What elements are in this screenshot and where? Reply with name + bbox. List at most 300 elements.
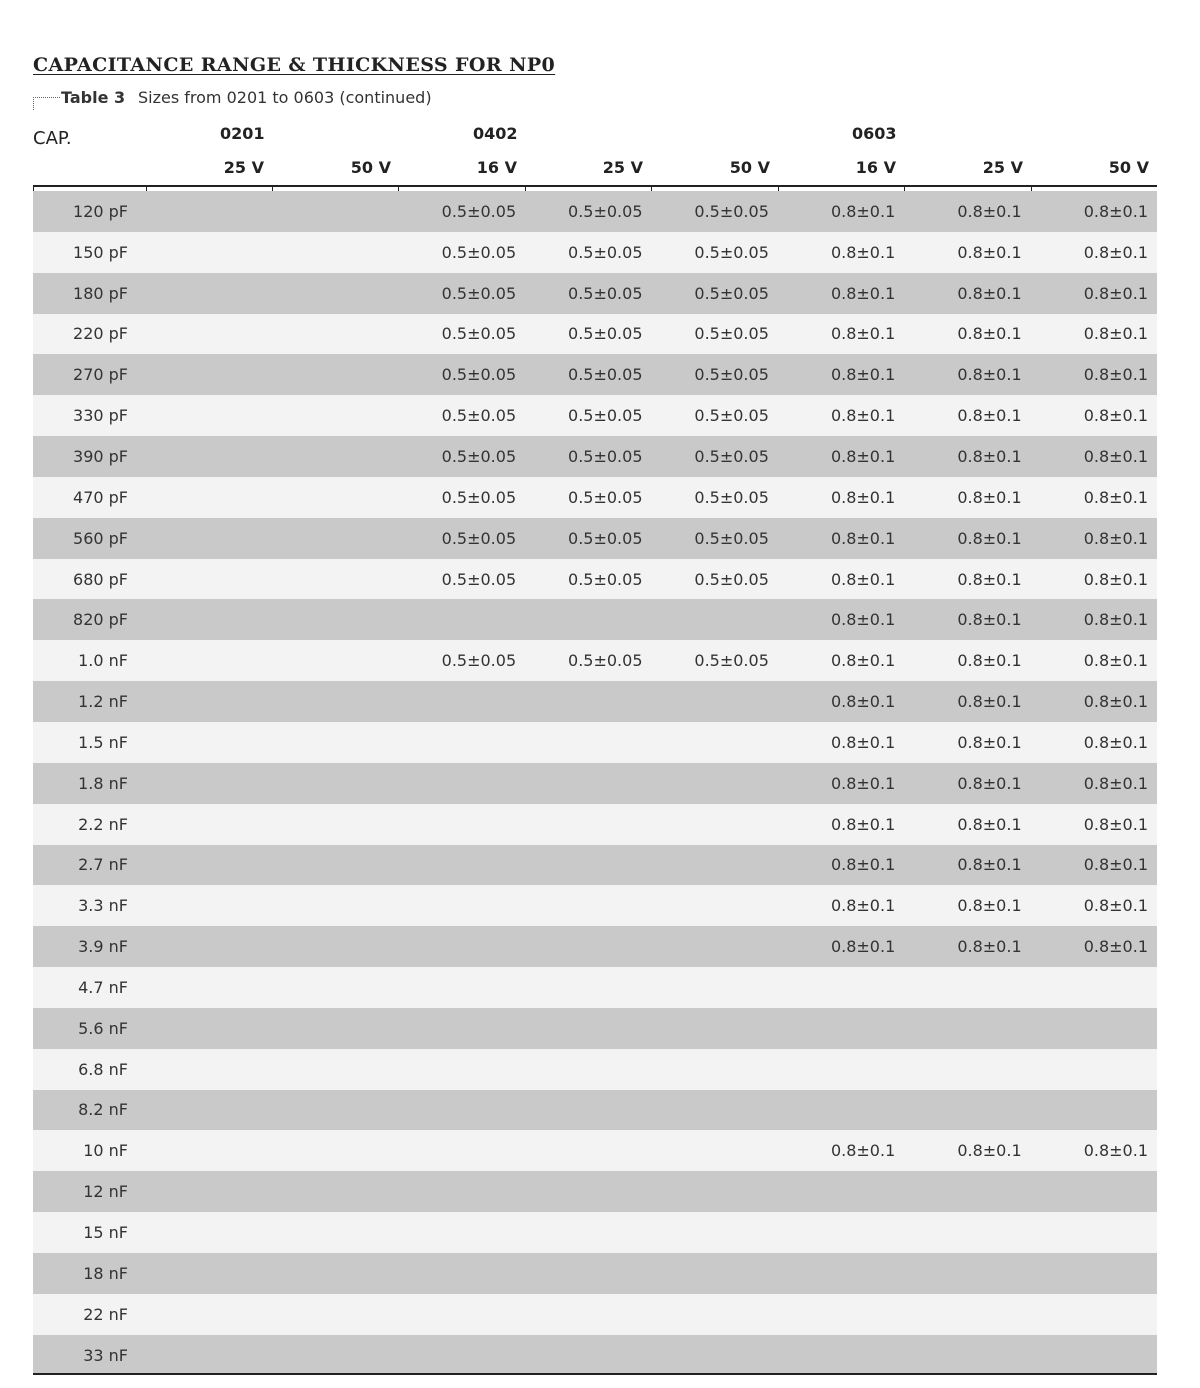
thickness-cell: 0.8±0.1 (904, 640, 1030, 681)
thickness-cell (652, 1090, 778, 1131)
thickness-cell: 0.8±0.1 (1031, 477, 1157, 518)
thickness-cell (146, 640, 272, 681)
thickness-cell (146, 273, 272, 314)
thickness-cell (525, 722, 651, 763)
thickness-cell: 0.5±0.05 (399, 232, 525, 273)
cap-cell: 1.5 nF (33, 722, 146, 763)
thickness-cell: 0.8±0.1 (904, 763, 1030, 804)
thickness-cell: 0.8±0.1 (904, 1130, 1030, 1171)
thickness-cell: 0.8±0.1 (778, 763, 904, 804)
thickness-cell: 0.8±0.1 (778, 232, 904, 273)
table-row (33, 518, 1157, 559)
thickness-cell (1031, 1090, 1157, 1131)
thickness-cell (1031, 1049, 1157, 1090)
thickness-cell (146, 518, 272, 559)
thickness-cell (778, 1212, 904, 1253)
thickness-cell (146, 1049, 272, 1090)
thickness-cell (652, 804, 778, 845)
thickness-cell (904, 1171, 1030, 1212)
voltage-header: 50 V (1108, 158, 1149, 177)
thickness-cell (904, 1294, 1030, 1335)
bottom-rule (33, 1373, 1157, 1375)
table-row (33, 395, 1157, 436)
thickness-cell: 0.5±0.05 (652, 436, 778, 477)
table-row (33, 273, 1157, 314)
thickness-cell (525, 1294, 651, 1335)
thickness-cell: 0.8±0.1 (778, 273, 904, 314)
thickness-cell: 0.8±0.1 (778, 681, 904, 722)
thickness-cell: 0.8±0.1 (1031, 640, 1157, 681)
thickness-cell: 0.8±0.1 (778, 559, 904, 600)
thickness-cell (146, 1212, 272, 1253)
thickness-cell: 0.8±0.1 (904, 518, 1030, 559)
thickness-cell (272, 559, 398, 600)
size-header-0201: 0201 (220, 124, 265, 143)
thickness-cell (146, 599, 272, 640)
thickness-cell (652, 845, 778, 886)
cap-cell: 22 nF (33, 1294, 146, 1335)
thickness-cell (1031, 967, 1157, 1008)
thickness-cell: 0.8±0.1 (778, 722, 904, 763)
thickness-cell (146, 559, 272, 600)
thickness-cell (146, 722, 272, 763)
thickness-cell (778, 1294, 904, 1335)
thickness-cell (399, 1049, 525, 1090)
thickness-cell: 0.8±0.1 (904, 354, 1030, 395)
cap-column-header: CAP. (33, 128, 72, 149)
thickness-cell (652, 885, 778, 926)
thickness-cell (146, 395, 272, 436)
thickness-cell (146, 1253, 272, 1294)
thickness-cell: 0.8±0.1 (1031, 314, 1157, 355)
thickness-cell: 0.5±0.05 (399, 477, 525, 518)
thickness-cell: 0.5±0.05 (652, 518, 778, 559)
thickness-cell: 0.8±0.1 (778, 926, 904, 967)
thickness-cell: 0.8±0.1 (1031, 191, 1157, 232)
table-row (33, 559, 1157, 600)
thickness-cell: 0.8±0.1 (1031, 681, 1157, 722)
thickness-cell: 0.8±0.1 (778, 354, 904, 395)
thickness-cell: 0.8±0.1 (904, 232, 1030, 273)
thickness-cell: 0.8±0.1 (904, 191, 1030, 232)
thickness-cell: 0.8±0.1 (904, 599, 1030, 640)
thickness-cell: 0.5±0.05 (652, 640, 778, 681)
thickness-cell (525, 1212, 651, 1253)
thickness-cell: 0.8±0.1 (1031, 722, 1157, 763)
table-row (33, 1130, 1157, 1171)
thickness-cell (272, 804, 398, 845)
thickness-cell (272, 477, 398, 518)
thickness-cell: 0.8±0.1 (1031, 804, 1157, 845)
thickness-cell (146, 1130, 272, 1171)
thickness-cell (399, 1253, 525, 1294)
thickness-cell (272, 1294, 398, 1335)
cap-cell: 6.8 nF (33, 1049, 146, 1090)
thickness-cell (1031, 1171, 1157, 1212)
cap-cell: 270 pF (33, 354, 146, 395)
thickness-cell (399, 885, 525, 926)
table-label: Table 3 (61, 88, 126, 107)
thickness-cell (146, 804, 272, 845)
thickness-cell: 0.8±0.1 (1031, 1130, 1157, 1171)
thickness-cell: 0.5±0.05 (525, 477, 651, 518)
table-row (33, 1049, 1157, 1090)
thickness-cell: 0.5±0.05 (399, 354, 525, 395)
thickness-cell (272, 191, 398, 232)
thickness-cell (525, 1335, 651, 1376)
thickness-cell: 0.5±0.05 (399, 559, 525, 600)
thickness-cell: 0.8±0.1 (904, 926, 1030, 967)
thickness-cell: 0.5±0.05 (652, 559, 778, 600)
table-row (33, 640, 1157, 681)
table-row (33, 1171, 1157, 1212)
thickness-cell: 0.8±0.1 (1031, 273, 1157, 314)
voltage-header: 25 V (223, 158, 264, 177)
thickness-cell (146, 885, 272, 926)
table-row (33, 926, 1157, 967)
thickness-cell: 0.5±0.05 (652, 232, 778, 273)
thickness-cell: 0.8±0.1 (904, 314, 1030, 355)
thickness-cell: 0.5±0.05 (525, 640, 651, 681)
thickness-cell (525, 1253, 651, 1294)
thickness-cell (146, 1008, 272, 1049)
thickness-cell: 0.5±0.05 (525, 518, 651, 559)
thickness-cell (399, 1171, 525, 1212)
cap-cell: 18 nF (33, 1253, 146, 1294)
thickness-cell (525, 845, 651, 886)
cap-cell: 3.3 nF (33, 885, 146, 926)
thickness-cell: 0.8±0.1 (904, 477, 1030, 518)
thickness-cell: 0.5±0.05 (652, 191, 778, 232)
thickness-cell (1031, 1335, 1157, 1376)
thickness-cell (146, 191, 272, 232)
cap-cell: 2.7 nF (33, 845, 146, 886)
thickness-cell (272, 926, 398, 967)
thickness-cell: 0.8±0.1 (904, 845, 1030, 886)
thickness-cell (904, 1049, 1030, 1090)
thickness-cell (399, 926, 525, 967)
thickness-cell: 0.8±0.1 (778, 804, 904, 845)
thickness-cell (399, 967, 525, 1008)
thickness-cell (272, 640, 398, 681)
thickness-cell (652, 1294, 778, 1335)
thickness-cell (525, 1008, 651, 1049)
thickness-cell (146, 1294, 272, 1335)
thickness-cell (272, 845, 398, 886)
thickness-cell (525, 1130, 651, 1171)
voltage-header: 50 V (729, 158, 770, 177)
thickness-cell (399, 599, 525, 640)
thickness-cell: 0.8±0.1 (1031, 926, 1157, 967)
thickness-cell (272, 885, 398, 926)
cap-cell: 390 pF (33, 436, 146, 477)
thickness-cell (146, 967, 272, 1008)
thickness-cell (904, 1008, 1030, 1049)
thickness-cell: 0.5±0.05 (399, 436, 525, 477)
thickness-cell (146, 232, 272, 273)
thickness-cell (399, 681, 525, 722)
table-row (33, 1294, 1157, 1335)
thickness-cell: 0.8±0.1 (1031, 436, 1157, 477)
thickness-cell (399, 722, 525, 763)
thickness-cell: 0.8±0.1 (904, 804, 1030, 845)
cap-cell: 1.2 nF (33, 681, 146, 722)
thickness-cell: 0.8±0.1 (778, 640, 904, 681)
thickness-cell (146, 1171, 272, 1212)
thickness-cell: 0.8±0.1 (1031, 232, 1157, 273)
thickness-cell (399, 1130, 525, 1171)
thickness-cell: 0.8±0.1 (904, 436, 1030, 477)
thickness-cell (904, 967, 1030, 1008)
thickness-cell (146, 1090, 272, 1131)
thickness-cell (146, 681, 272, 722)
capacitance-table (33, 191, 1157, 1375)
thickness-cell (778, 967, 904, 1008)
thickness-cell (399, 1008, 525, 1049)
thickness-cell (146, 436, 272, 477)
thickness-cell (778, 1090, 904, 1131)
thickness-cell (399, 1090, 525, 1131)
thickness-cell (272, 436, 398, 477)
header-rule (33, 185, 1157, 187)
thickness-cell (399, 804, 525, 845)
voltage-header: 50 V (350, 158, 391, 177)
thickness-cell (399, 763, 525, 804)
voltage-header: 16 V (476, 158, 517, 177)
thickness-cell (146, 314, 272, 355)
table-row (33, 232, 1157, 273)
thickness-cell: 0.8±0.1 (778, 885, 904, 926)
cap-cell: 150 pF (33, 232, 146, 273)
thickness-cell (525, 1171, 651, 1212)
thickness-cell (272, 395, 398, 436)
thickness-cell (272, 518, 398, 559)
cap-cell: 1.0 nF (33, 640, 146, 681)
size-header-0603: 0603 (852, 124, 897, 143)
thickness-cell (1031, 1294, 1157, 1335)
thickness-cell (904, 1090, 1030, 1131)
thickness-cell: 0.8±0.1 (1031, 885, 1157, 926)
cap-cell: 8.2 nF (33, 1090, 146, 1131)
thickness-cell: 0.8±0.1 (1031, 845, 1157, 886)
thickness-cell: 0.5±0.05 (525, 436, 651, 477)
thickness-cell (652, 1212, 778, 1253)
table-row (33, 885, 1157, 926)
thickness-cell: 0.8±0.1 (778, 1130, 904, 1171)
thickness-cell: 0.8±0.1 (778, 314, 904, 355)
thickness-cell: 0.5±0.05 (525, 273, 651, 314)
table-row (33, 681, 1157, 722)
thickness-cell: 0.8±0.1 (904, 559, 1030, 600)
size-header-0402: 0402 (473, 124, 518, 143)
thickness-cell (652, 926, 778, 967)
thickness-cell (272, 1090, 398, 1131)
table-row (33, 191, 1157, 232)
thickness-cell (272, 1130, 398, 1171)
thickness-cell (272, 314, 398, 355)
thickness-cell (652, 967, 778, 1008)
thickness-cell (399, 845, 525, 886)
caption-bracket (33, 97, 60, 110)
thickness-cell: 0.8±0.1 (778, 436, 904, 477)
table-row (33, 763, 1157, 804)
thickness-cell: 0.8±0.1 (904, 722, 1030, 763)
table-row (33, 1008, 1157, 1049)
thickness-cell: 0.5±0.05 (399, 640, 525, 681)
thickness-cell (525, 1049, 651, 1090)
thickness-cell: 0.5±0.05 (525, 314, 651, 355)
thickness-cell (272, 763, 398, 804)
cap-cell: 180 pF (33, 273, 146, 314)
thickness-cell: 0.8±0.1 (778, 477, 904, 518)
thickness-cell (652, 722, 778, 763)
table-row (33, 1253, 1157, 1294)
thickness-cell: 0.5±0.05 (525, 232, 651, 273)
thickness-cell (272, 967, 398, 1008)
thickness-cell (525, 763, 651, 804)
thickness-cell (652, 1130, 778, 1171)
thickness-cell (525, 967, 651, 1008)
thickness-cell: 0.5±0.05 (652, 477, 778, 518)
thickness-cell: 0.5±0.05 (399, 518, 525, 559)
thickness-cell: 0.8±0.1 (1031, 559, 1157, 600)
thickness-cell: 0.8±0.1 (778, 518, 904, 559)
thickness-cell (652, 599, 778, 640)
table-row (33, 804, 1157, 845)
table-row (33, 1090, 1157, 1131)
thickness-cell (778, 1008, 904, 1049)
thickness-cell (778, 1335, 904, 1376)
thickness-cell (272, 722, 398, 763)
thickness-cell: 0.8±0.1 (904, 273, 1030, 314)
thickness-cell: 0.5±0.05 (525, 191, 651, 232)
thickness-cell (652, 1008, 778, 1049)
table-row (33, 845, 1157, 886)
thickness-cell: 0.8±0.1 (778, 599, 904, 640)
thickness-cell (525, 926, 651, 967)
thickness-cell (652, 1253, 778, 1294)
thickness-cell: 0.8±0.1 (778, 395, 904, 436)
thickness-cell (778, 1171, 904, 1212)
cap-cell: 820 pF (33, 599, 146, 640)
cap-cell: 4.7 nF (33, 967, 146, 1008)
thickness-cell: 0.5±0.05 (525, 354, 651, 395)
thickness-cell: 0.8±0.1 (1031, 518, 1157, 559)
thickness-cell (272, 1212, 398, 1253)
thickness-cell (272, 1253, 398, 1294)
thickness-cell: 0.5±0.05 (652, 273, 778, 314)
thickness-cell (652, 1049, 778, 1090)
cap-cell: 120 pF (33, 191, 146, 232)
thickness-cell (652, 1171, 778, 1212)
thickness-cell: 0.8±0.1 (904, 885, 1030, 926)
thickness-cell (525, 1090, 651, 1131)
thickness-cell: 0.8±0.1 (1031, 395, 1157, 436)
thickness-cell: 0.5±0.05 (399, 273, 525, 314)
cap-cell: 33 nF (33, 1335, 146, 1376)
table-row (33, 1212, 1157, 1253)
thickness-cell: 0.8±0.1 (1031, 599, 1157, 640)
thickness-cell (652, 681, 778, 722)
table-row (33, 1335, 1157, 1376)
thickness-cell (272, 1049, 398, 1090)
cap-cell: 560 pF (33, 518, 146, 559)
cap-cell: 12 nF (33, 1171, 146, 1212)
voltage-header: 16 V (855, 158, 896, 177)
thickness-cell (904, 1212, 1030, 1253)
thickness-cell (146, 926, 272, 967)
cap-cell: 15 nF (33, 1212, 146, 1253)
thickness-cell (1031, 1253, 1157, 1294)
thickness-cell (652, 1335, 778, 1376)
thickness-cell (399, 1335, 525, 1376)
thickness-cell (272, 681, 398, 722)
thickness-cell (1031, 1212, 1157, 1253)
thickness-cell (146, 354, 272, 395)
table-body (33, 191, 1157, 1375)
voltage-header: 25 V (602, 158, 643, 177)
thickness-cell (146, 845, 272, 886)
thickness-cell (525, 885, 651, 926)
cap-cell: 1.8 nF (33, 763, 146, 804)
cap-cell: 3.9 nF (33, 926, 146, 967)
cap-cell: 10 nF (33, 1130, 146, 1171)
thickness-cell: 0.8±0.1 (778, 191, 904, 232)
thickness-cell (272, 354, 398, 395)
thickness-cell: 0.8±0.1 (1031, 763, 1157, 804)
thickness-cell (904, 1253, 1030, 1294)
thickness-cell (272, 232, 398, 273)
thickness-cell: 0.5±0.05 (652, 314, 778, 355)
thickness-cell (146, 477, 272, 518)
cap-cell: 220 pF (33, 314, 146, 355)
cap-cell: 330 pF (33, 395, 146, 436)
table-row (33, 599, 1157, 640)
thickness-cell: 0.5±0.05 (399, 191, 525, 232)
thickness-cell: 0.8±0.1 (904, 395, 1030, 436)
cap-cell: 5.6 nF (33, 1008, 146, 1049)
thickness-cell: 0.5±0.05 (525, 395, 651, 436)
thickness-cell (146, 763, 272, 804)
thickness-cell: 0.5±0.05 (525, 559, 651, 600)
thickness-cell: 0.5±0.05 (652, 354, 778, 395)
thickness-cell: 0.5±0.05 (399, 314, 525, 355)
thickness-cell (1031, 1008, 1157, 1049)
thickness-cell: 0.5±0.05 (652, 395, 778, 436)
thickness-cell (272, 1335, 398, 1376)
thickness-cell: 0.8±0.1 (778, 845, 904, 886)
table-row (33, 477, 1157, 518)
thickness-cell (525, 681, 651, 722)
thickness-cell (778, 1253, 904, 1294)
thickness-cell (272, 599, 398, 640)
thickness-cell (272, 273, 398, 314)
table-caption-text: Sizes from 0201 to 0603 (continued) (138, 88, 432, 107)
cap-cell: 680 pF (33, 559, 146, 600)
cap-cell: 2.2 nF (33, 804, 146, 845)
thickness-cell (778, 1049, 904, 1090)
thickness-cell (399, 1294, 525, 1335)
thickness-cell (272, 1008, 398, 1049)
thickness-cell (272, 1171, 398, 1212)
table-row (33, 967, 1157, 1008)
thickness-cell (399, 1212, 525, 1253)
table-row (33, 354, 1157, 395)
thickness-cell (146, 1335, 272, 1376)
thickness-cell (904, 1335, 1030, 1376)
voltage-header: 25 V (982, 158, 1023, 177)
thickness-cell: 0.8±0.1 (904, 681, 1030, 722)
